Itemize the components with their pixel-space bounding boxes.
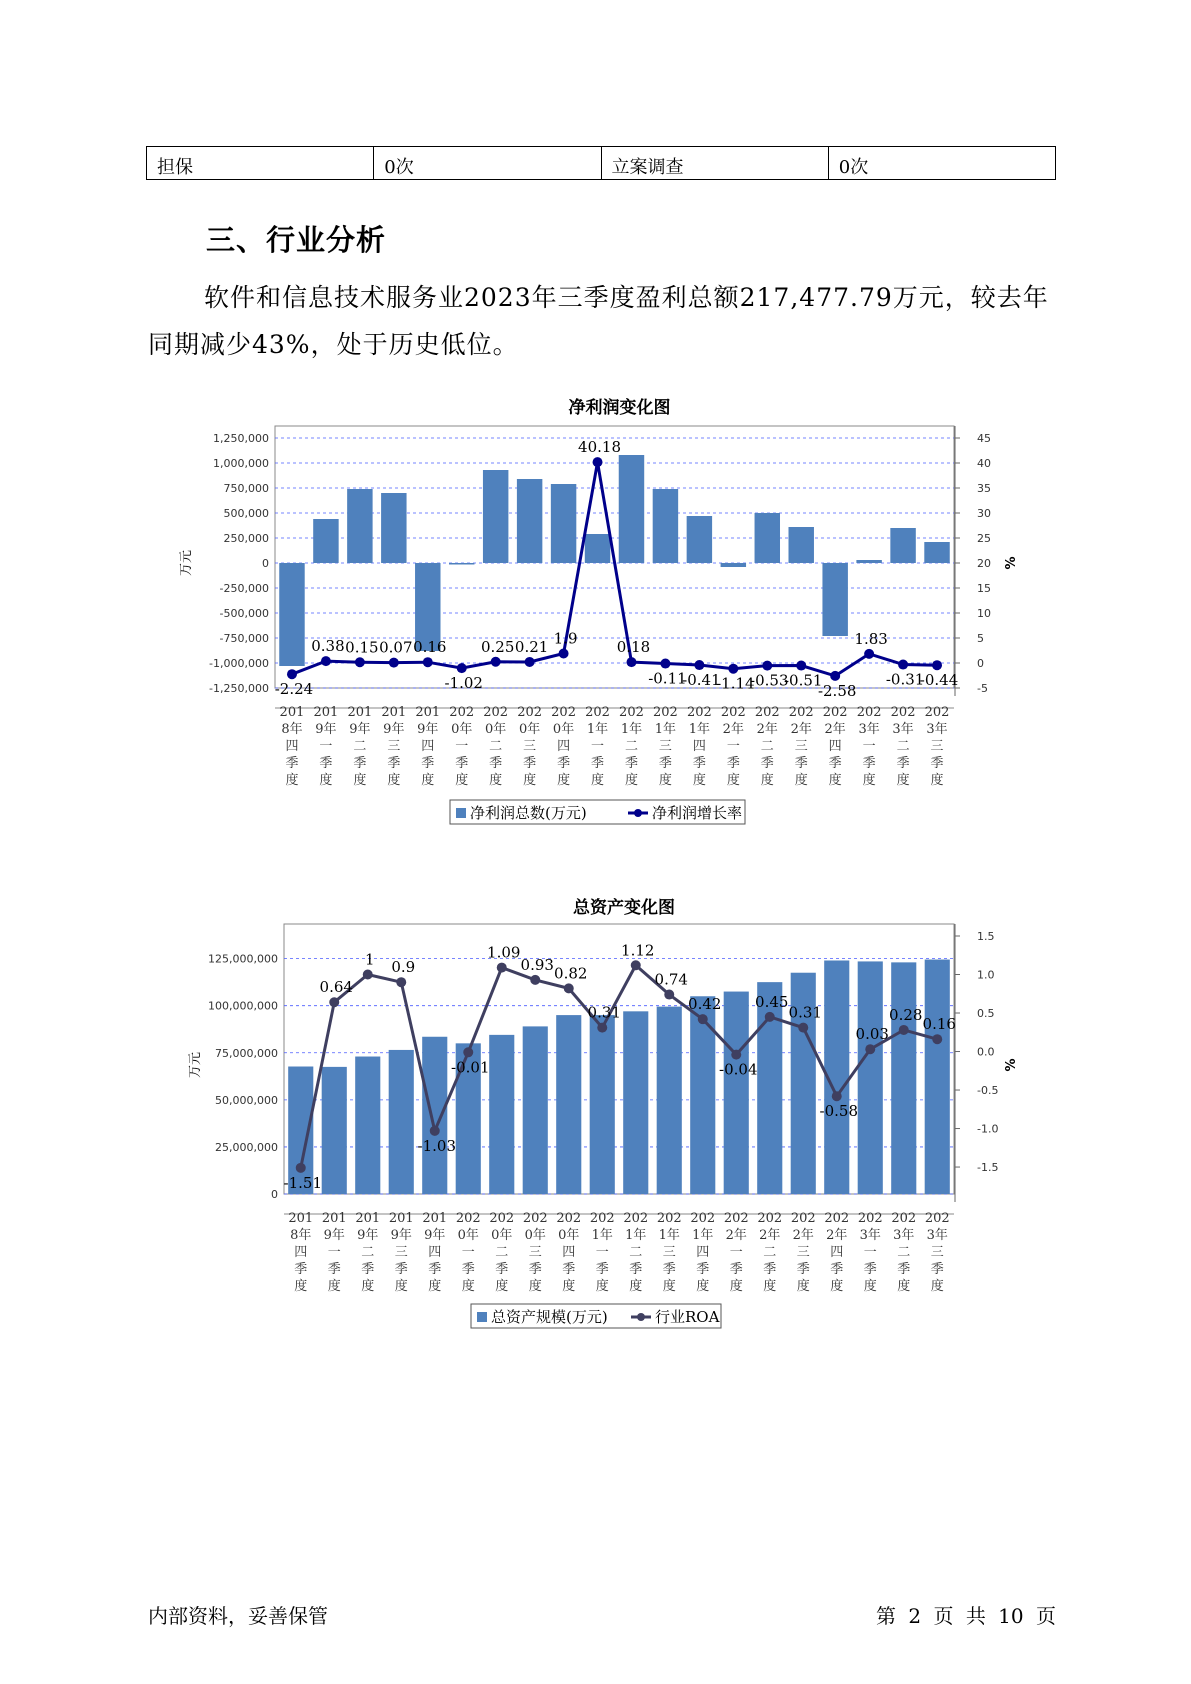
- data-label: 1.9: [553, 629, 578, 648]
- x-tick-label: 202 0年一季度: [455, 1211, 481, 1294]
- data-label: -1.14: [716, 674, 755, 693]
- series-point: [932, 1034, 942, 1044]
- data-label: 0.45: [755, 992, 789, 1011]
- y2-axis-title: %: [1004, 1058, 1019, 1072]
- chart-bar: [355, 1057, 380, 1194]
- series-point: [865, 1044, 875, 1054]
- y-tick-label: -1,000,000: [209, 657, 269, 670]
- data-label: -0.58: [819, 1102, 858, 1121]
- chart-bar: [551, 484, 576, 563]
- chart-bar: [279, 563, 304, 666]
- y2-tick-label: -0.5: [977, 1084, 999, 1098]
- table-cell: 立案调查: [601, 147, 828, 180]
- y-tick-label: 0: [262, 557, 269, 570]
- x-tick-label: 202 3年一季度: [856, 705, 882, 788]
- table-cell: 0次: [828, 147, 1055, 180]
- x-tick-label: 202 1年二季度: [619, 705, 644, 788]
- y2-tick-label: 15: [977, 582, 991, 595]
- y2-tick-label: 0: [977, 657, 984, 670]
- data-label: -0.41: [682, 671, 721, 690]
- x-tick-label: 202 3年二季度: [891, 1211, 917, 1294]
- series-point: [898, 660, 908, 670]
- series-point: [389, 658, 399, 668]
- x-tick-label: 201 9年三季度: [388, 1211, 414, 1294]
- series-point: [698, 1014, 708, 1024]
- y-tick-label: 750,000: [223, 482, 269, 495]
- x-tick-label: 202 1年四季度: [690, 1211, 716, 1294]
- series-point: [564, 983, 574, 993]
- y-tick-label: -1,250,000: [209, 682, 269, 695]
- data-label: -0.11: [648, 669, 687, 688]
- series-point: [287, 669, 297, 679]
- chart-bar: [891, 962, 916, 1194]
- chart-bar: [381, 493, 406, 563]
- data-label: -0.31: [885, 670, 925, 689]
- y-tick-label: 250,000: [223, 532, 269, 545]
- data-label: 1: [364, 950, 375, 969]
- y2-tick-label: 45: [977, 432, 991, 445]
- series-point: [430, 1126, 440, 1136]
- data-label: 0.21: [514, 637, 549, 656]
- x-tick-label: 202 2年一季度: [720, 705, 746, 788]
- y-tick-label: 25,000,000: [215, 1140, 278, 1154]
- chart-bar: [556, 1015, 581, 1194]
- y-axis-title: 万元: [179, 549, 194, 577]
- series-point: [396, 977, 406, 987]
- data-label: -0.53: [750, 671, 789, 690]
- x-tick-label: 202 1年三季度: [653, 705, 678, 788]
- net-profit-chart-svg: [0, 388, 1191, 838]
- data-label: 0.28: [889, 1005, 923, 1024]
- series-point: [932, 660, 942, 670]
- series-point: [355, 657, 365, 667]
- chart-bar: [483, 470, 508, 563]
- section-heading: 三、行业分析: [206, 223, 387, 257]
- data-label: -0.51: [783, 671, 823, 690]
- chart-bar: [856, 560, 881, 563]
- series-point: [631, 960, 641, 970]
- series-point: [762, 661, 772, 671]
- x-tick-label: 202 2年四季度: [822, 705, 848, 788]
- y2-tick-label: -1.5: [977, 1161, 999, 1175]
- x-tick-label: 201 9年二季度: [355, 1211, 381, 1294]
- y2-tick-label: 0.5: [977, 1007, 995, 1021]
- x-tick-label: 201 8年四季度: [288, 1211, 314, 1294]
- series-point: [457, 663, 467, 673]
- chart-bar: [517, 479, 542, 563]
- y2-tick-label: 40: [977, 457, 991, 470]
- data-label: 1.12: [621, 941, 655, 960]
- series-point: [593, 457, 603, 467]
- series-point: [321, 656, 331, 666]
- chart-bar: [788, 527, 813, 563]
- chart-bar: [822, 563, 847, 636]
- chart-title: 总资产变化图: [573, 898, 675, 918]
- chart-bar: [687, 516, 712, 563]
- legend-label: 总资产规模(万元): [491, 1308, 608, 1326]
- section-paragraph: 软件和信息技术服务业2023年三季度盈利总额217,477.79万元，较去年同期减少43%，处于历史低位。: [148, 283, 1049, 359]
- x-tick-label: 202 2年二季度: [757, 1211, 783, 1294]
- data-label: -1.03: [417, 1136, 456, 1155]
- chart-bar: [619, 455, 644, 563]
- chart-bar: [755, 513, 780, 563]
- y-tick-label: 500,000: [223, 507, 269, 520]
- y-tick-label: 1,000,000: [213, 457, 269, 470]
- total-assets-chart-svg: [0, 888, 1191, 1348]
- data-label: 0.93: [520, 955, 554, 974]
- data-label: 0.25: [480, 637, 515, 656]
- data-label: 0.74: [654, 970, 688, 989]
- chart-bar: [422, 1037, 447, 1194]
- data-label: -0.01: [451, 1058, 490, 1077]
- legend-label: 净利润增长率: [652, 804, 743, 822]
- x-tick-label: 201 9年四季度: [422, 1211, 448, 1294]
- series-point: [463, 1047, 473, 1057]
- series-point: [798, 1023, 808, 1033]
- y2-tick-label: 1.0: [977, 968, 995, 982]
- series-point: [731, 1050, 741, 1060]
- data-label: -1.51: [283, 1173, 322, 1192]
- y2-tick-label: 0.0: [977, 1045, 995, 1059]
- y-tick-label: 1,250,000: [213, 432, 269, 445]
- x-tick-label: 202 0年四季度: [551, 705, 576, 788]
- legend-bar-swatch: [456, 808, 466, 818]
- series-point: [796, 661, 806, 671]
- y2-tick-label: 5: [977, 632, 984, 645]
- data-label: 0.03: [855, 1025, 889, 1044]
- series-point: [530, 975, 540, 985]
- x-tick-label: 202 2年三季度: [790, 1211, 816, 1294]
- chart-bar: [858, 961, 883, 1194]
- x-tick-label: 202 0年二季度: [489, 1211, 515, 1294]
- y2-tick-label: 1.5: [977, 930, 995, 943]
- data-label: -0.04: [719, 1060, 758, 1079]
- series-point: [664, 990, 674, 1000]
- total-assets-chart: [0, 888, 1191, 1348]
- x-tick-label: 202 2年一季度: [723, 1211, 749, 1294]
- data-label: 1.83: [854, 629, 888, 648]
- y-tick-label: 125,000,000: [208, 952, 278, 966]
- chart-bar: [924, 542, 949, 563]
- data-label: 0.42: [688, 995, 722, 1014]
- y2-tick-label: 25: [977, 532, 991, 545]
- series-point: [660, 659, 670, 669]
- legend-bar-swatch: [477, 1312, 487, 1322]
- legend-line-marker: [634, 809, 642, 817]
- data-label: 0.31: [587, 1003, 621, 1022]
- x-tick-label: 202 3年三季度: [924, 705, 950, 788]
- x-tick-label: 202 0年二季度: [483, 705, 509, 788]
- table-cell: 0次: [374, 147, 601, 180]
- series-point: [559, 649, 569, 659]
- x-tick-label: 202 2年二季度: [754, 705, 780, 788]
- table-row: [147, 147, 1056, 180]
- chart-bar: [449, 563, 474, 565]
- data-label: -0.44: [919, 671, 959, 690]
- info-table: [146, 146, 1056, 180]
- chart-bar: [653, 489, 678, 563]
- x-tick-label: 201 9年三季度: [381, 705, 407, 788]
- chart-bar: [489, 1035, 514, 1194]
- chart-bar: [590, 1015, 615, 1194]
- y-tick-label: 50,000,000: [215, 1093, 278, 1107]
- chart-bar: [721, 563, 746, 567]
- series-point: [728, 664, 738, 674]
- chart-bar: [322, 1067, 347, 1194]
- chart-bar: [523, 1026, 548, 1194]
- series-point: [864, 649, 874, 659]
- data-label: 0.38: [311, 637, 345, 656]
- series-point: [830, 671, 840, 681]
- series-point: [329, 997, 339, 1007]
- data-label: 0.15: [345, 638, 379, 657]
- chart-bar: [389, 1050, 414, 1194]
- y-tick-label: 75,000,000: [215, 1046, 278, 1060]
- x-tick-label: 201 9年四季度: [415, 705, 441, 788]
- chart-bar: [623, 1011, 648, 1194]
- net-profit-chart: [0, 388, 1191, 838]
- x-tick-label: 202 0年四季度: [556, 1211, 582, 1294]
- y-tick-label: -500,000: [219, 607, 269, 620]
- y-tick-label: 100,000,000: [208, 999, 278, 1013]
- data-label: 0.82: [554, 964, 588, 983]
- data-label: 0.64: [319, 978, 353, 997]
- series-point: [765, 1012, 775, 1022]
- x-tick-label: 202 2年三季度: [788, 705, 814, 788]
- x-tick-label: 202 0年一季度: [449, 705, 475, 788]
- x-tick-label: 202 2年四季度: [824, 1211, 850, 1294]
- data-label: 0.07: [379, 638, 413, 657]
- x-tick-label: 202 3年一季度: [857, 1211, 883, 1294]
- footer-note: 内部资料，妥善保管: [148, 1604, 328, 1628]
- chart-bar: [890, 528, 915, 563]
- chart-bar: [585, 534, 610, 563]
- series-point: [626, 657, 636, 667]
- chart-bar: [925, 960, 950, 1194]
- data-label: 0.16: [413, 638, 447, 657]
- chart-bar: [724, 992, 749, 1194]
- data-label: 40.18: [578, 438, 622, 457]
- y2-tick-label: 35: [977, 482, 991, 495]
- data-label: 0.16: [922, 1015, 956, 1034]
- series-point: [694, 660, 704, 670]
- data-label: 0.18: [616, 638, 651, 657]
- x-tick-label: 201 9年一季度: [321, 1211, 347, 1294]
- x-tick-label: 202 3年三季度: [924, 1211, 950, 1294]
- x-tick-label: 201 8年四季度: [279, 705, 305, 788]
- y-tick-label: -250,000: [219, 582, 269, 595]
- series-point: [363, 970, 373, 980]
- series-point: [597, 1023, 607, 1033]
- data-label: 0.9: [391, 958, 416, 977]
- x-tick-label: 201 9年二季度: [347, 705, 373, 788]
- legend-line-marker: [637, 1313, 645, 1321]
- x-tick-label: 202 3年二季度: [890, 705, 916, 788]
- series-point: [423, 657, 433, 667]
- table-cell: 担保: [147, 147, 374, 180]
- x-tick-label: 202 0年三季度: [522, 1211, 548, 1294]
- data-label: -2.24: [274, 680, 314, 699]
- chart-bar: [690, 996, 715, 1194]
- series-point: [525, 657, 535, 667]
- chart-bar: [657, 1007, 682, 1194]
- y2-tick-label: -5: [977, 682, 988, 695]
- data-label: -2.58: [817, 681, 857, 700]
- x-tick-label: 202 1年一季度: [585, 705, 610, 788]
- y2-tick-label: 30: [977, 507, 991, 520]
- legend-label: 净利润总数(万元): [470, 804, 587, 822]
- data-label: 0.31: [788, 1003, 822, 1022]
- series-point: [899, 1025, 909, 1035]
- x-tick-label: 202 1年四季度: [686, 705, 712, 788]
- data-label: 1.09: [487, 943, 521, 962]
- series-point: [296, 1163, 306, 1173]
- y-tick-label: -750,000: [219, 632, 269, 645]
- y2-axis-title: %: [1004, 556, 1019, 570]
- x-tick-label: 202 0年三季度: [517, 705, 543, 788]
- y2-tick-label: 20: [977, 557, 991, 570]
- data-label: -1.02: [444, 674, 483, 693]
- series-point: [832, 1091, 842, 1101]
- y-axis-title: 万元: [188, 1051, 203, 1079]
- x-tick-label: 202 1年三季度: [656, 1211, 682, 1294]
- chart-bar: [347, 489, 372, 563]
- series-point: [491, 657, 501, 667]
- plot-frame: [284, 924, 954, 1194]
- page-number: 第 2 页 共 10 页: [876, 1604, 1056, 1628]
- x-tick-label: 202 1年二季度: [623, 1211, 649, 1294]
- y2-tick-label: -1.0: [977, 1122, 999, 1136]
- series-point: [497, 963, 507, 973]
- x-tick-label: 201 9年一季度: [313, 705, 339, 788]
- chart-bar: [313, 519, 338, 563]
- chart-title: 净利润变化图: [568, 398, 671, 418]
- y2-tick-label: 10: [977, 607, 991, 620]
- y-tick-label: 0: [271, 1188, 278, 1201]
- legend-label: 行业ROA: [655, 1308, 720, 1326]
- x-tick-label: 202 1年一季度: [589, 1211, 615, 1294]
